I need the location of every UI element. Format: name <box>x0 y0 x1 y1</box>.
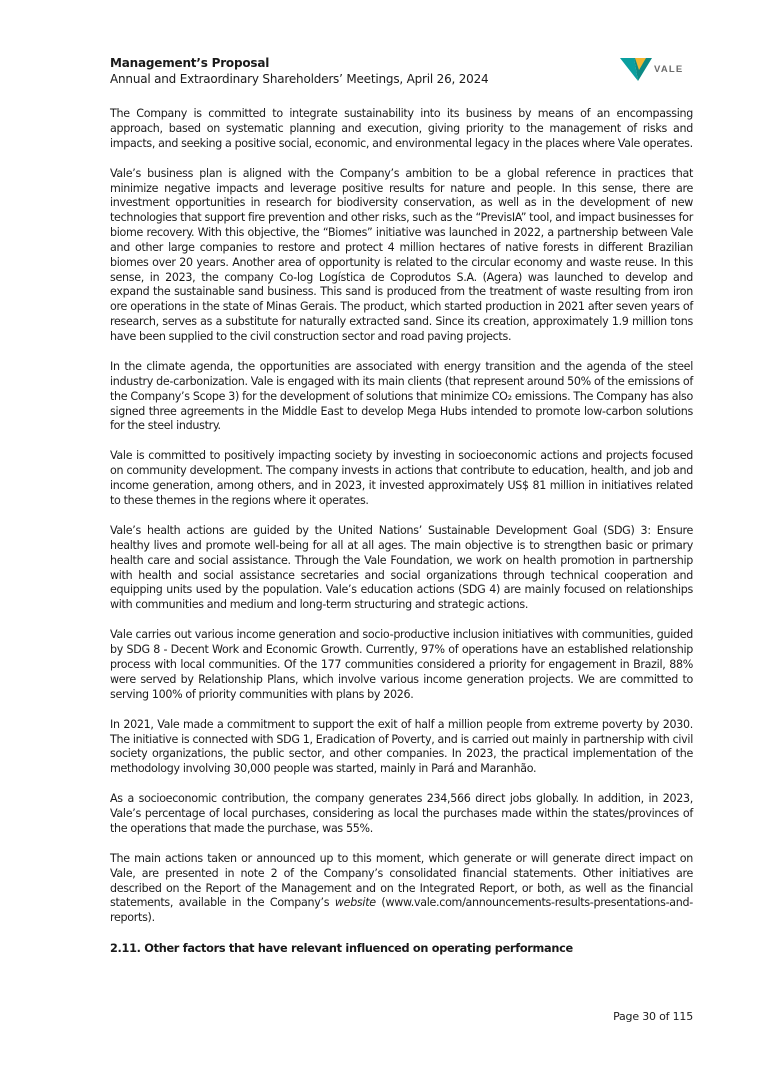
section-heading: 2.11. Other factors that have relevant influenced on operating performance <box>110 942 573 956</box>
document-body <box>110 107 693 956</box>
document-subtitle: Annual and Extraordinary Shareholders’ Meetings, April 26, 2024 <box>110 72 489 86</box>
paragraph: Vale’s business plan is aligned with the Company’s ambition to be a global reference in practices that minimize negative impacts and leverage positive results for nature and people. In this sense, there are investment opportunities in research for biodiversity conservation, as well as in the development of new technologies that support fire prevention and other risks, such as the “PrevisIA” tool, and impact businesses for biome recovery. With this objective, the “Biomes” initiative was launched in 2022, a partnership between Vale and other large companies to restore and protect 4 million hectares of native forests in different Brazilian biomes over 20 years. Another area of opportunity is related to the circular economy and waste reuse. In this sense, in 2023, the company Co-log Logística de Coprodutos S.A. (Agera) was launched to develop and expand the sustainable sand business. This sand is produced from the treatment of waste resulting from iron ore operations in the state of Minas Gerais. The product, which started production in 2021 after seven years of research, serves as a substitute for naturally extracted sand. Since its creation, approximately 1.9 million tons have been supplied to the civil construction sector and road paving projects. <box>110 166 693 343</box>
website-url-text: (www.vale.com/announcements-results-presentations-and-reports). <box>110 896 693 925</box>
paragraph: In 2021, Vale made a commitment to support the exit of half a million people from extreme poverty by 2030. The initiative is connected with SDG 1, Eradication of Poverty, and is carried out mainly in partnership with civil society organizations, the public sector, and other companies. In 2023, the practical implementation of the methodology involving 30,000 people was started, mainly in Pará and Maranhão. <box>110 717 693 776</box>
page-header <box>110 56 610 87</box>
paragraph: Vale is committed to positively impacting society by investing in socioeconomic actions and projects focused on community development. The company invests in actions that contribute to education, health, and job and income generation, among others, and in 2023, it invested approximately US$ 81 million in initiatives related to these themes in the regions where it operates. <box>110 449 693 507</box>
paragraph: In the climate agenda, the opportunities are associated with energy transition and the agenda of the steel industry de-carbonization. Vale is engaged with its main clients (that represent around 50% of the emissions of the Company’s Scope 3) for the development of solutions that minimize CO₂ emissions. The Company has also signed three agreements in the Middle East to develop Mega Hubs intended to promote low-carbon solutions for the steel industry. <box>110 360 693 433</box>
paragraph-text: The main actions taken or announced up to this moment, which generate or will generate direct impact on Vale, are presented in note 2 of the Company’s consolidated financial statements. Other initiatives are described on the Report of the Management and on the Integrated Report, or both, as well as the financial statements, available in the Company’s <box>110 851 693 910</box>
paragraph: Vale carries out various income generation and socio-productive inclusion initiatives with communities, guided by SDG 8 - Decent Work and Economic Growth. Currently, 97% of operations have an established relationship process with local communities. Of the 177 communities considered a priority for engagement in Brazil, 88% were served by Relationship Plans, which involve various income generation projects. We are committed to serving 100% of priority communities with plans by 2026. <box>110 628 693 701</box>
website-word: website <box>334 896 376 910</box>
paragraph: As a socioeconomic contribution, the company generates 234,566 direct jobs globally. In addition, in 2023, Vale’s percentage of local purchases, considering as local the purchases made within the states/provinces of the operations that made the purchase, was 55%. <box>110 792 693 835</box>
vale-logo <box>619 55 689 85</box>
vale-logo-icon <box>619 55 653 83</box>
paragraph: The Company is committed to integrate sustainability into its business by means of an encompassing approach, based on systematic planning and execution, giving priority to the management of risks and impacts, and seeking a positive social, economic, and environmental legacy in the places where Vale operates. <box>110 107 693 150</box>
paragraph-with-website <box>110 852 693 926</box>
document-title: Management’s Proposal <box>110 56 270 70</box>
paragraph: Vale’s health actions are guided by the United Nations’ Sustainable Development Goal (SDG) 3: Ensure healthy lives and promote well-being for all at all ages. The main objective is to strengthen basic or primary health care and social assistance. Through the Vale Foundation, we work on health promotion in partnership with health and social assistance secretaries and social organizations through technical cooperation and equipping units used by the population. Vale’s education actions (SDG 4) are mainly focused on relationships with communities and medium and long-term structuring and strategic actions. <box>110 524 693 612</box>
page-number: Page 30 of 115 <box>613 1010 693 1023</box>
logo-text: VALE <box>654 64 684 75</box>
